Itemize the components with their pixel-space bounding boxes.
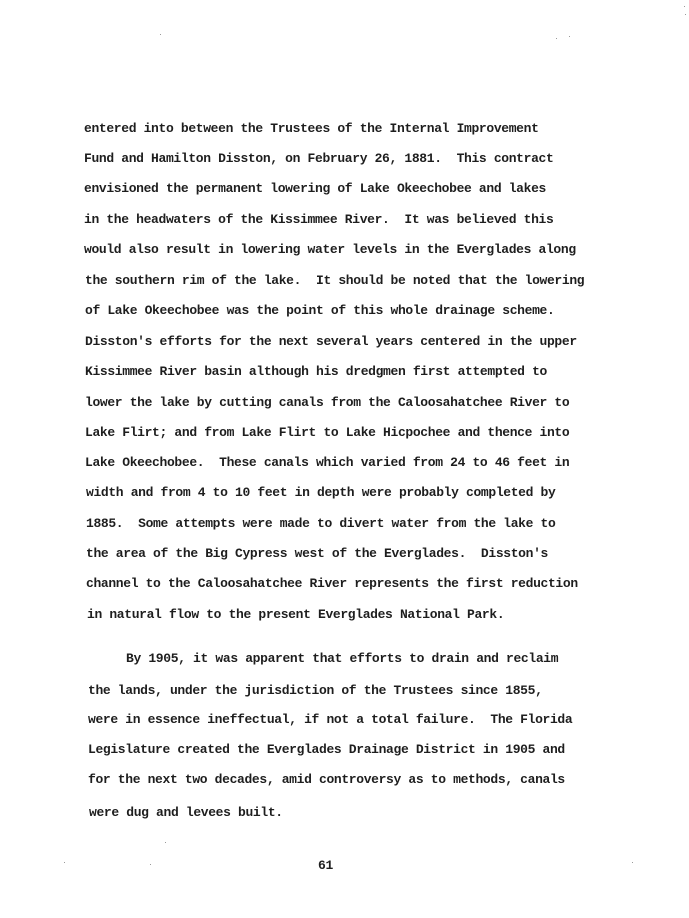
text-line: channel to the Caloosahatchee River represents the first reduction bbox=[86, 576, 578, 591]
text-line: Lake Flirt; and from Lake Flirt to Lake Hicpochee and thence into bbox=[85, 425, 570, 440]
text-line: were in essence ineffectual, if not a total failure. The Florida bbox=[88, 712, 573, 727]
scan-speck bbox=[64, 862, 65, 863]
text-line: the southern rim of the lake. It should be noted that the lowering bbox=[85, 273, 585, 288]
text-line: in the headwaters of the Kissimmee River. It was believed this bbox=[84, 212, 554, 227]
text-line: the lands, under the jurisdiction of the Trustees since 1855, bbox=[88, 683, 543, 698]
text-line: By 1905, it was apparent that efforts to drain and reclaim bbox=[126, 651, 559, 666]
scan-speck bbox=[165, 842, 166, 843]
text-line: Fund and Hamilton Disston, on February 26, 1881. This contract bbox=[84, 151, 554, 166]
text-line: entered into between the Trustees of the Internal Improvement bbox=[84, 121, 539, 136]
text-line: in natural flow to the present Everglades National Park. bbox=[87, 607, 505, 622]
scan-speck bbox=[684, 6, 685, 7]
text-line: envisioned the permanent lowering of Lake Okeechobee and lakes bbox=[84, 181, 546, 196]
text-line: Legislature created the Everglades Drainage District in 1905 and bbox=[88, 742, 565, 757]
scan-speck bbox=[569, 36, 570, 37]
page-number: 61 bbox=[318, 858, 334, 873]
text-line: of Lake Okeechobee was the point of this whole drainage scheme. bbox=[85, 303, 555, 318]
text-line: the area of the Big Cypress west of the Everglades. Disston's bbox=[86, 546, 548, 561]
scan-speck bbox=[632, 862, 633, 863]
text-line: width and from 4 to 10 feet in depth were probably completed by bbox=[86, 485, 556, 500]
text-line: Kissimmee River basin although his dredgmen first attempted to bbox=[85, 364, 547, 379]
scan-speck bbox=[685, 14, 686, 15]
text-line: would also result in lowering water levels in the Everglades along bbox=[84, 242, 576, 257]
text-line: were dug and levees built. bbox=[89, 805, 283, 820]
scan-speck bbox=[160, 34, 161, 35]
text-line: for the next two decades, amid controversy as to methods, canals bbox=[88, 772, 565, 787]
scan-speck bbox=[150, 864, 151, 865]
text-line: 1885. Some attempts were made to divert water from the lake to bbox=[86, 516, 556, 531]
text-line: Disston's efforts for the next several years centered in the upper bbox=[85, 334, 577, 349]
scan-speck bbox=[556, 38, 557, 39]
text-line: lower the lake by cutting canals from the Caloosahatchee River to bbox=[85, 395, 570, 410]
text-line: Lake Okeechobee. These canals which varied from 24 to 46 feet in bbox=[85, 455, 570, 470]
